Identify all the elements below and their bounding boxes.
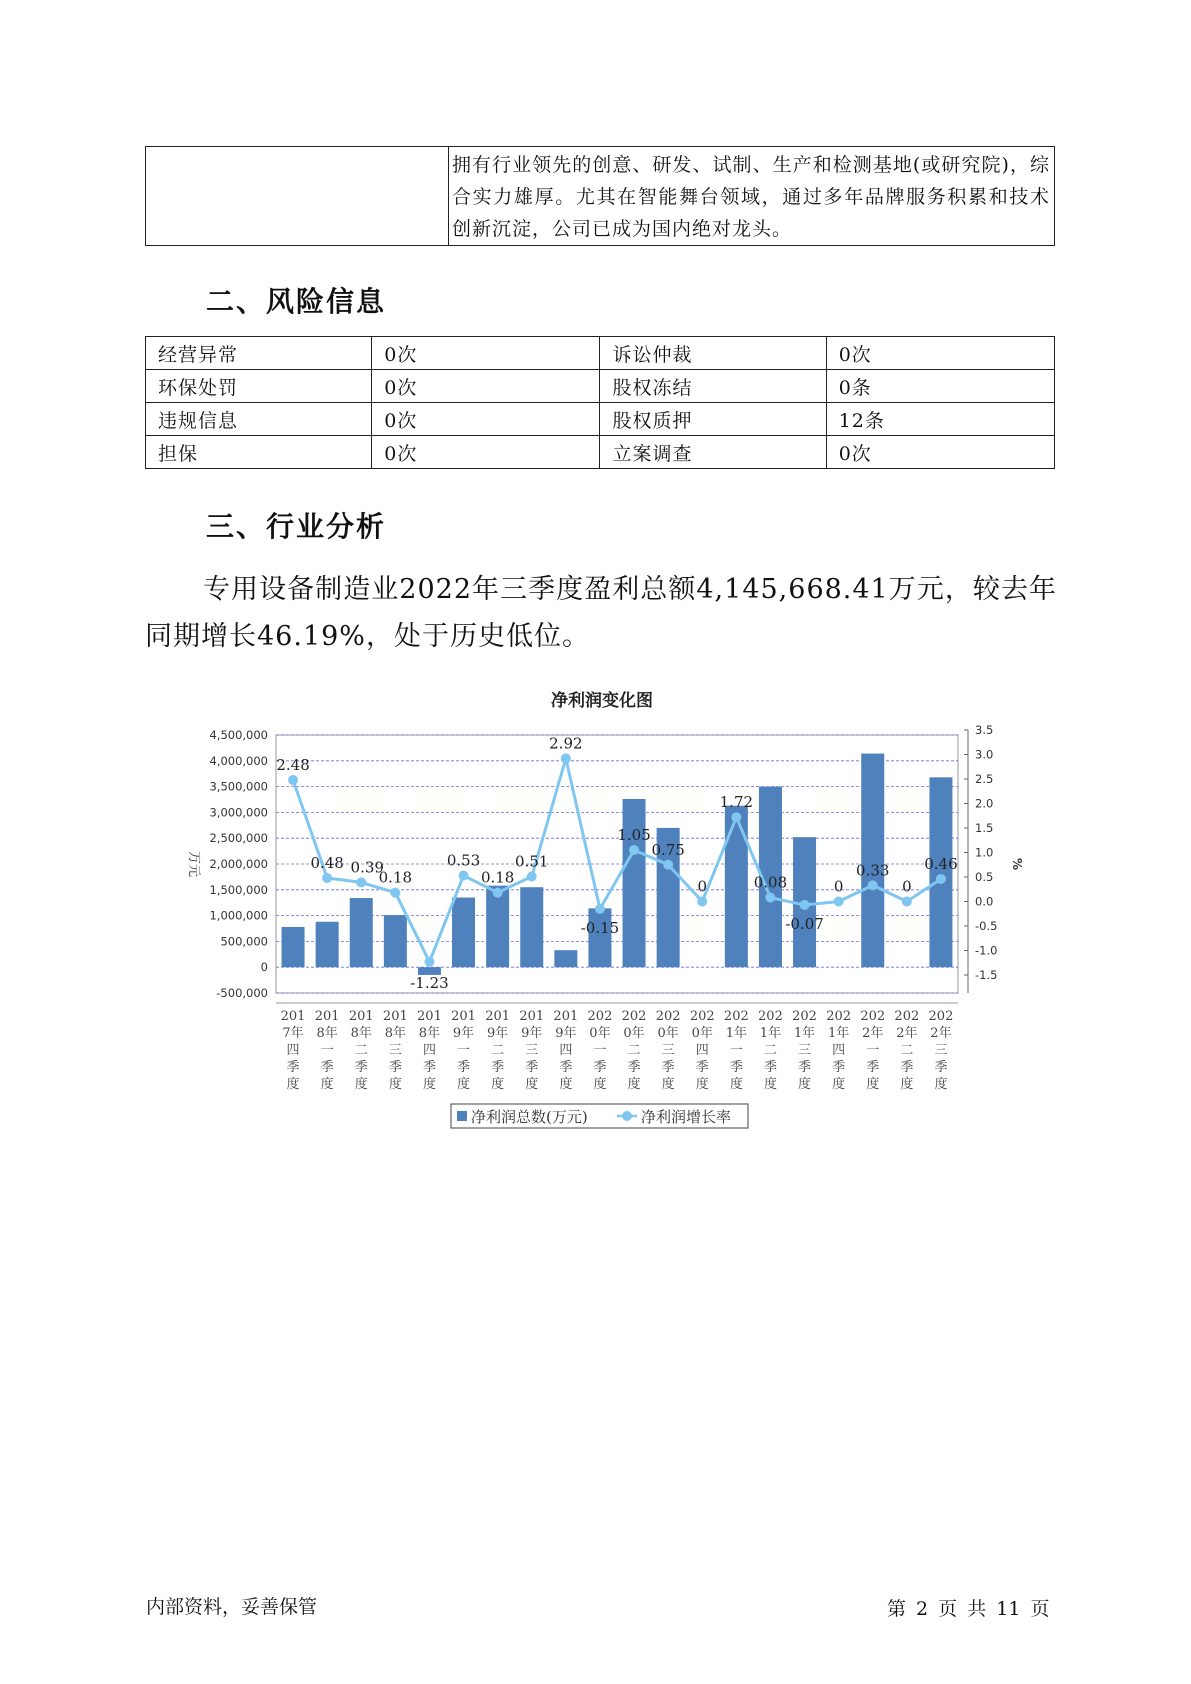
y2-axis-label: % xyxy=(1010,857,1024,871)
x-tick-label: 201 8年一季度 xyxy=(314,1009,340,1092)
x-tick-label: 201 8年二季度 xyxy=(348,1009,374,1092)
y-tick-label: -500,000 xyxy=(216,986,268,1000)
growth-rate-point xyxy=(731,812,741,822)
industry-analysis-paragraph: 专用设备制造业2022年三季度盈利总额4,145,668.41万元，较去年同期增长46.19%，处于历史低位。 xyxy=(145,574,1057,652)
y2-tick-label: 0.0 xyxy=(975,894,994,909)
risk-item-label: 立案调查 xyxy=(600,436,826,469)
risk-item-label: 环保处罚 xyxy=(146,370,372,403)
risk-item-value: 0次 xyxy=(372,436,600,469)
legend-line-marker xyxy=(622,1111,632,1121)
footer-confidential-note: 内部资料，妥善保管 xyxy=(146,1596,318,1618)
y-tick-label: 500,000 xyxy=(220,934,268,949)
y-tick-label: 2,500,000 xyxy=(209,831,268,846)
growth-rate-point xyxy=(424,957,434,967)
growth-rate-label: 1.05 xyxy=(617,826,651,845)
risk-item-value: 0次 xyxy=(372,370,600,403)
y2-tick-label: 1.5 xyxy=(975,821,994,835)
bar xyxy=(350,898,373,967)
bar xyxy=(282,927,305,967)
risk-item-label: 违规信息 xyxy=(146,403,372,436)
growth-rate-label: 0.51 xyxy=(515,852,549,871)
x-tick-label: 201 9年三季度 xyxy=(519,1009,545,1092)
growth-rate-point xyxy=(663,860,673,870)
risk-item-value: 0次 xyxy=(826,337,1054,370)
x-tick-label: 202 1年四季度 xyxy=(826,1009,852,1092)
y2-tick-label: 1.0 xyxy=(975,845,994,860)
growth-rate-point xyxy=(800,900,810,910)
bar xyxy=(554,950,577,967)
growth-rate-label: -0.15 xyxy=(580,918,620,937)
legend-line-label: 净利润增长率 xyxy=(641,1108,732,1126)
bar xyxy=(623,799,646,967)
x-tick-label: 201 9年二季度 xyxy=(485,1009,511,1092)
growth-rate-label: 0.75 xyxy=(651,840,685,859)
y-axis-label: 万元 xyxy=(186,850,201,878)
y-tick-label: 2,000,000 xyxy=(209,857,268,871)
x-tick-label: 202 1年三季度 xyxy=(792,1009,817,1092)
x-tick-label: 202 2年三季度 xyxy=(928,1009,954,1092)
chart-title: 净利润变化图 xyxy=(551,691,653,711)
risk-item-value: 12条 xyxy=(826,403,1054,436)
x-tick-label: 202 1年一季度 xyxy=(723,1009,749,1092)
x-tick-label: 201 9年四季度 xyxy=(553,1009,579,1092)
risk-item-value: 0次 xyxy=(372,403,600,436)
growth-rate-label: 0.53 xyxy=(446,851,481,870)
x-tick-label: 202 1年二季度 xyxy=(758,1009,783,1092)
growth-rate-label: 0.46 xyxy=(924,854,958,873)
y2-tick-label: 2.0 xyxy=(975,796,994,811)
y2-tick-label: -0.5 xyxy=(975,919,998,933)
footer-page-number: 第 2 页 共 11 页 xyxy=(887,1598,1050,1620)
x-tick-label: 202 2年一季度 xyxy=(860,1009,886,1092)
growth-rate-label: 0.39 xyxy=(350,858,384,877)
company-description-text: 拥有行业领先的创意、研发、试制、生产和检测基地(或研究院)，综合实力雄厚。尤其在智能舞台领域，通过多年品牌服务积累和技术创新沉淀，公司已成为国内绝对龙头。 xyxy=(449,147,1055,246)
x-tick-label: 202 2年二季度 xyxy=(894,1009,920,1092)
growth-rate-label: 0.18 xyxy=(378,868,413,887)
y-tick-label: 3,000,000 xyxy=(209,805,268,820)
bar xyxy=(486,886,509,968)
legend-bar-swatch xyxy=(457,1111,467,1121)
growth-rate-label: 0 xyxy=(833,877,844,896)
x-tick-label: 201 8年三季度 xyxy=(382,1009,408,1092)
growth-rate-label: 0 xyxy=(697,877,708,896)
y2-tick-label: -1.5 xyxy=(975,968,998,982)
y-tick-label: 3,500,000 xyxy=(209,779,268,794)
y-tick-label: 1,500,000 xyxy=(209,882,268,897)
risk-item-label: 担保 xyxy=(146,436,372,469)
growth-rate-point xyxy=(834,897,844,907)
x-tick-label: 201 8年四季度 xyxy=(417,1009,442,1092)
risk-item-value: 0次 xyxy=(826,436,1054,469)
growth-rate-label: 2.48 xyxy=(276,755,310,774)
y2-tick-label: 2.5 xyxy=(975,772,994,786)
y2-tick-label: 0.5 xyxy=(975,870,994,884)
risk-item-value: 0次 xyxy=(372,337,600,370)
growth-rate-label: 1.72 xyxy=(719,793,754,812)
risk-item-label: 诉讼仲裁 xyxy=(600,337,826,370)
legend-bar-label: 净利润总数(万元) xyxy=(471,1108,588,1126)
growth-rate-point xyxy=(765,893,775,903)
growth-rate-point xyxy=(936,874,946,884)
growth-rate-point xyxy=(493,888,503,898)
y-tick-label: 4,500,000 xyxy=(209,728,268,742)
x-tick-label: 202 0年一季度 xyxy=(587,1009,613,1092)
growth-rate-label: -1.23 xyxy=(410,973,449,992)
growth-rate-label: 0 xyxy=(902,877,912,896)
industry-section-title: 三、行业分析 xyxy=(206,510,387,543)
x-tick-label: 201 9年一季度 xyxy=(451,1009,476,1092)
y2-tick-label: 3.0 xyxy=(975,747,994,762)
bar xyxy=(725,806,748,968)
growth-rate-point xyxy=(868,880,878,890)
growth-rate-point xyxy=(527,872,537,882)
growth-rate-label: 0.08 xyxy=(753,873,788,892)
growth-rate-point xyxy=(459,871,469,881)
risk-item-label: 股权质押 xyxy=(600,403,826,436)
growth-rate-point xyxy=(629,845,639,855)
risk-section-title: 二、风险信息 xyxy=(206,285,387,318)
bar xyxy=(316,922,339,967)
growth-rate-point xyxy=(390,888,400,898)
growth-rate-point xyxy=(902,897,912,907)
growth-rate-point xyxy=(561,753,571,763)
growth-rate-point xyxy=(595,904,605,914)
growth-rate-point xyxy=(288,775,298,785)
y2-tick-label: -1.0 xyxy=(975,943,998,958)
bar xyxy=(384,915,407,967)
growth-rate-label: 2.92 xyxy=(549,734,583,753)
growth-rate-label: 0.18 xyxy=(480,868,515,887)
x-tick-label: 202 0年四季度 xyxy=(689,1009,715,1092)
growth-rate-label: 0.33 xyxy=(856,861,890,880)
growth-rate-point xyxy=(697,897,707,907)
growth-rate-label: -0.07 xyxy=(785,914,824,933)
growth-rate-point xyxy=(322,873,332,883)
y2-tick-label: 3.5 xyxy=(975,723,994,737)
x-tick-label: 202 0年二季度 xyxy=(621,1009,647,1092)
x-tick-label: 202 0年三季度 xyxy=(655,1009,681,1092)
y-tick-label: 1,000,000 xyxy=(209,908,268,923)
risk-item-label: 经营异常 xyxy=(146,337,372,370)
bar xyxy=(452,898,475,968)
y-tick-label: 0 xyxy=(260,960,268,975)
growth-rate-label: 0.48 xyxy=(310,853,344,872)
y-tick-label: 4,000,000 xyxy=(209,753,268,768)
risk-item-value: 0条 xyxy=(826,370,1054,403)
risk-item-label: 股权冻结 xyxy=(600,370,826,403)
bar xyxy=(520,887,543,967)
growth-rate-point xyxy=(356,877,366,887)
x-tick-label: 201 7年四季度 xyxy=(280,1009,306,1092)
bar xyxy=(588,908,611,967)
